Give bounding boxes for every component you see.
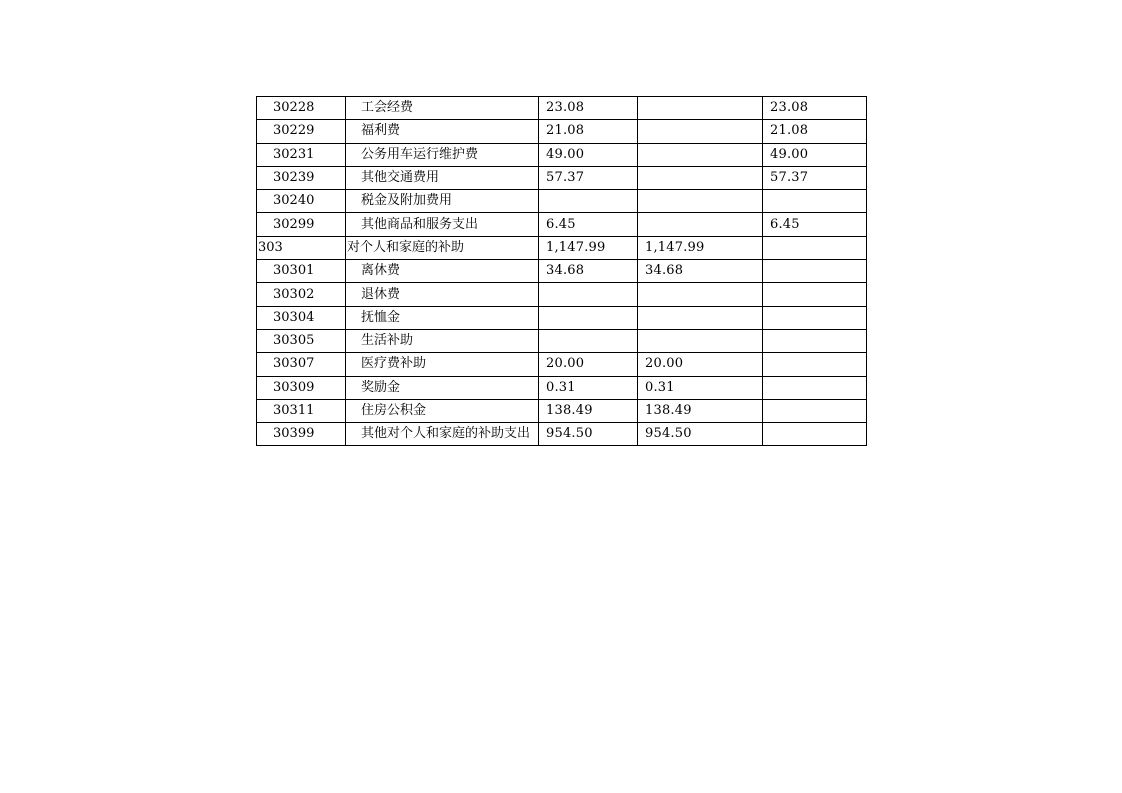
subject-code-cell: 30399 [257,423,346,446]
table-row [257,213,867,236]
subject-name-cell: 对个人和家庭的补助 [346,236,539,259]
project-expenditure-cell [763,423,867,446]
basic-expenditure-cell [638,190,763,213]
project-expenditure-cell [763,190,867,213]
basic-expenditure-cell: 0.31 [638,376,763,399]
subject-name-cell: 医疗费补助 [346,353,539,376]
subject-name-cell: 税金及附加费用 [346,190,539,213]
subject-name-cell: 福利费 [346,120,539,143]
table-body [257,97,867,446]
subject-name-cell: 住房公积金 [346,399,539,422]
total-amount-cell: 138.49 [539,399,638,422]
subject-name-cell: 奖励金 [346,376,539,399]
table-row [257,423,867,446]
table-row [257,376,867,399]
basic-expenditure-cell [638,143,763,166]
project-expenditure-cell [763,329,867,352]
project-expenditure-cell: 49.00 [763,143,867,166]
basic-expenditure-cell: 34.68 [638,260,763,283]
project-expenditure-cell [763,306,867,329]
subject-name-cell: 其他商品和服务支出 [346,213,539,236]
table-row [257,120,867,143]
subject-code-cell: 30228 [257,97,346,120]
subject-name-cell: 工会经费 [346,97,539,120]
basic-expenditure-cell: 954.50 [638,423,763,446]
project-expenditure-cell [763,283,867,306]
total-amount-cell [539,283,638,306]
subject-code-cell: 30229 [257,120,346,143]
subject-code-cell: 30302 [257,283,346,306]
project-expenditure-cell [763,236,867,259]
table-row [257,166,867,189]
subject-code-cell: 30307 [257,353,346,376]
project-expenditure-cell [763,353,867,376]
project-expenditure-cell: 6.45 [763,213,867,236]
basic-expenditure-cell [638,283,763,306]
subject-code-cell: 30301 [257,260,346,283]
table-row [257,190,867,213]
subject-code-cell: 30239 [257,166,346,189]
table-row [257,143,867,166]
table-row [257,283,867,306]
subject-name-cell: 公务用车运行维护费 [346,143,539,166]
basic-expenditure-cell [638,329,763,352]
total-amount-cell: 954.50 [539,423,638,446]
total-amount-cell: 34.68 [539,260,638,283]
project-expenditure-cell [763,260,867,283]
total-amount-cell [539,190,638,213]
table-row [257,97,867,120]
basic-expenditure-cell [638,306,763,329]
subject-name-cell: 抚恤金 [346,306,539,329]
subject-name-cell: 生活补助 [346,329,539,352]
total-amount-cell: 6.45 [539,213,638,236]
total-amount-cell: 0.31 [539,376,638,399]
subject-code-cell: 30304 [257,306,346,329]
total-amount-cell: 1,147.99 [539,236,638,259]
total-amount-cell: 21.08 [539,120,638,143]
subject-code-cell: 30309 [257,376,346,399]
basic-expenditure-cell: 138.49 [638,399,763,422]
subject-name-cell: 退休费 [346,283,539,306]
basic-expenditure-cell [638,97,763,120]
subject-code-cell: 30311 [257,399,346,422]
table-row [257,399,867,422]
basic-expenditure-cell [638,120,763,143]
project-expenditure-cell: 57.37 [763,166,867,189]
table-row [257,236,867,259]
table-row [257,329,867,352]
total-amount-cell: 49.00 [539,143,638,166]
total-amount-cell [539,306,638,329]
project-expenditure-cell [763,376,867,399]
table-row [257,353,867,376]
project-expenditure-cell [763,399,867,422]
table-row [257,306,867,329]
total-amount-cell: 20.00 [539,353,638,376]
total-amount-cell: 57.37 [539,166,638,189]
subject-code-cell: 303 [257,236,346,259]
subject-code-cell: 30299 [257,213,346,236]
basic-expenditure-cell: 20.00 [638,353,763,376]
table-row [257,260,867,283]
total-amount-cell [539,329,638,352]
total-amount-cell: 23.08 [539,97,638,120]
subject-code-cell: 30240 [257,190,346,213]
basic-expenditure-cell [638,166,763,189]
subject-name-cell: 其他交通费用 [346,166,539,189]
project-expenditure-cell: 21.08 [763,120,867,143]
project-expenditure-cell: 23.08 [763,97,867,120]
subject-name-cell: 其他对个人和家庭的补助支出 [346,423,539,446]
subject-code-cell: 30231 [257,143,346,166]
subject-code-cell: 30305 [257,329,346,352]
basic-expenditure-cell: 1,147.99 [638,236,763,259]
basic-expenditure-cell [638,213,763,236]
expenditure-table [256,96,867,446]
subject-name-cell: 离休费 [346,260,539,283]
